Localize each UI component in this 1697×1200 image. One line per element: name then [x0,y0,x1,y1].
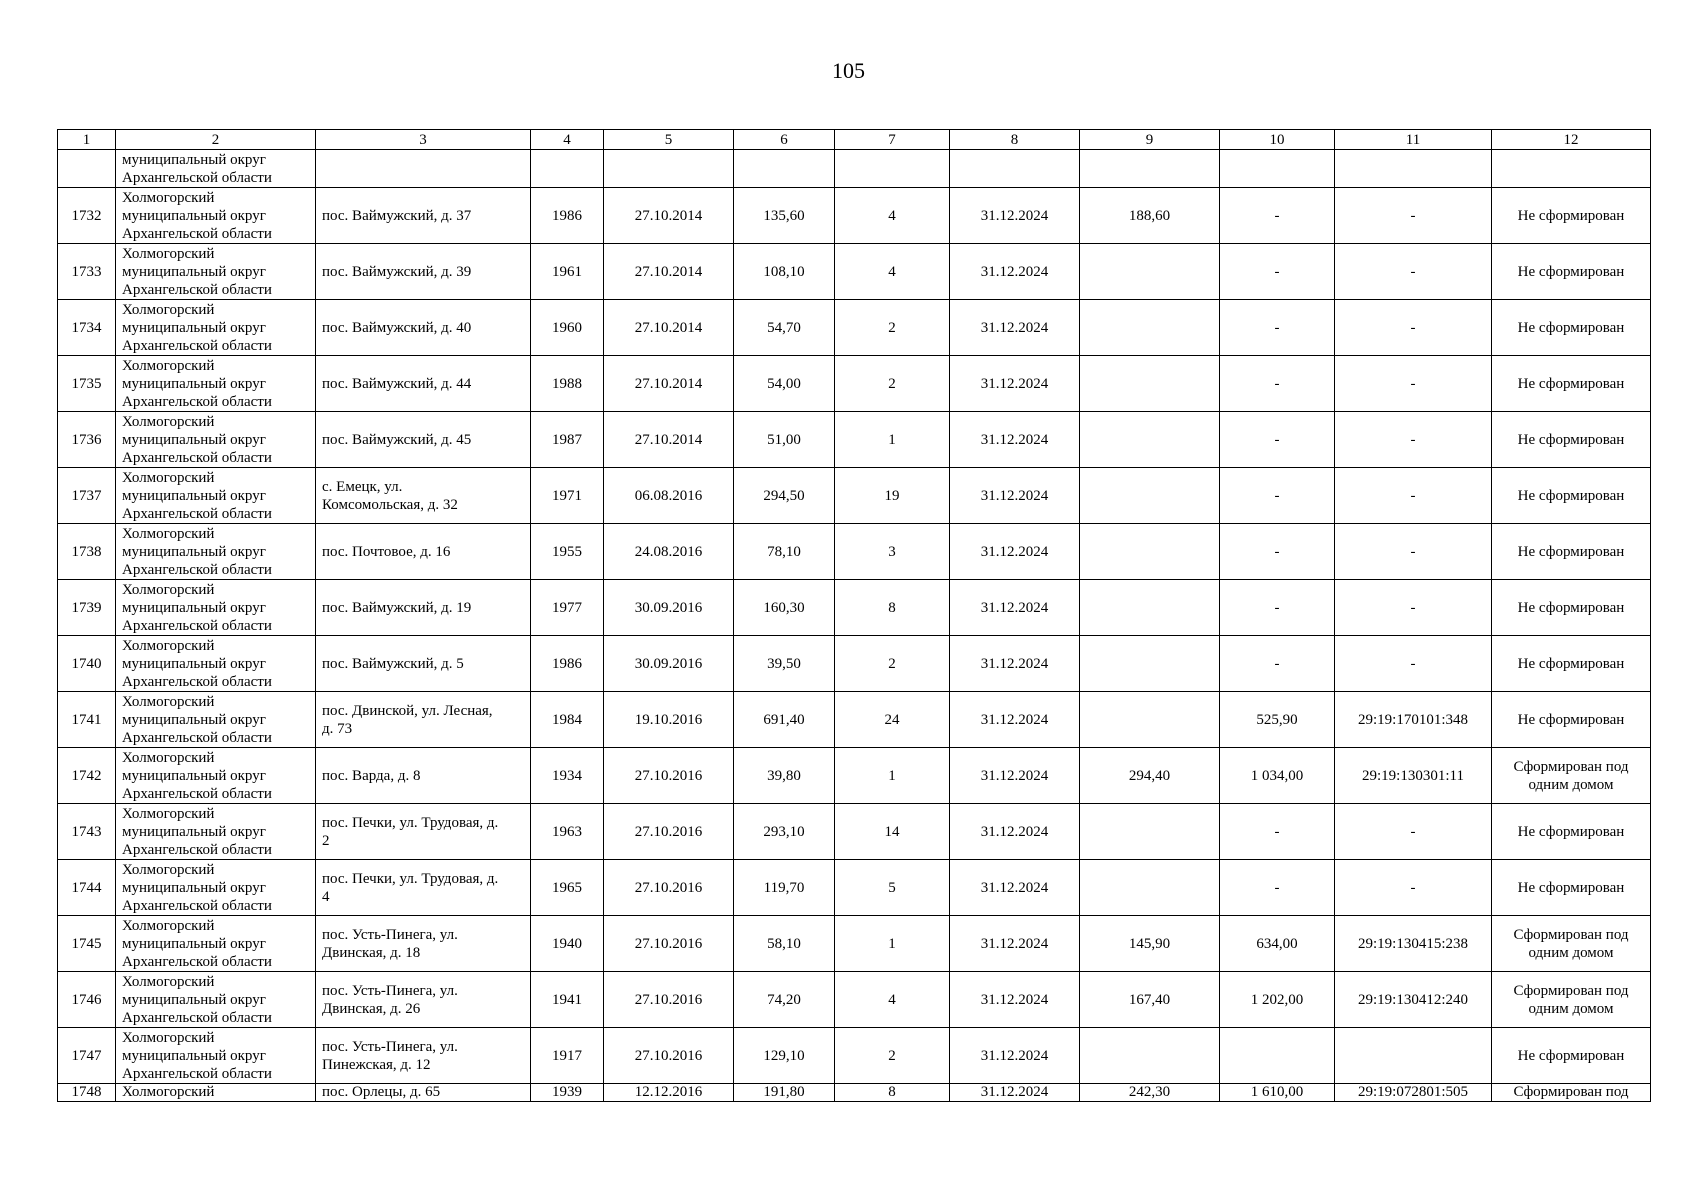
district-cell: Холмогорский муниципальный округ Архангельской области [116,692,316,748]
col10-cell: 1 034,00 [1220,748,1335,804]
date-cell [604,150,734,188]
column-number: 5 [604,130,734,150]
status-cell: Не сформирован [1492,636,1651,692]
year-cell: 1934 [531,748,604,804]
col10-cell: - [1220,580,1335,636]
count-cell: 5 [835,860,950,916]
row-number-cell: 1738 [58,524,116,580]
count-cell: 2 [835,1028,950,1084]
date-cell: 27.10.2016 [604,916,734,972]
date-cell: 27.10.2016 [604,972,734,1028]
area-cell: 108,10 [734,244,835,300]
status-cell: Не сформирован [1492,356,1651,412]
date-cell: 27.10.2014 [604,188,734,244]
col9-cell [1080,300,1220,356]
col10-cell: 1 202,00 [1220,972,1335,1028]
deadline-cell: 31.12.2024 [950,412,1080,468]
district-cell: Холмогорский муниципальный округ Архангельской области [116,524,316,580]
date-cell: 27.10.2016 [604,1028,734,1084]
row-number-cell: 1740 [58,636,116,692]
col10-cell: - [1220,244,1335,300]
date-cell: 12.12.2016 [604,1084,734,1102]
address-cell: пос. Ваймужский, д. 44 [316,356,531,412]
year-cell: 1971 [531,468,604,524]
year-cell: 1955 [531,524,604,580]
count-cell [835,150,950,188]
deadline-cell: 31.12.2024 [950,636,1080,692]
col10-cell [1220,1028,1335,1084]
col11-cell: 29:19:072801:505 [1335,1084,1492,1102]
column-number: 10 [1220,130,1335,150]
status-cell: Не сформирован [1492,468,1651,524]
col9-cell [1080,150,1220,188]
district-cell: Холмогорский муниципальный округ Архангельской области [116,1028,316,1084]
address-cell: пос. Печки, ул. Трудовая, д. 4 [316,860,531,916]
row-number-cell: 1733 [58,244,116,300]
table-row [58,188,1651,244]
status-cell: Сформирован под одним домом [1492,972,1651,1028]
status-cell: Сформирован под одним домом [1492,916,1651,972]
table-row [58,1028,1651,1084]
col9-cell [1080,580,1220,636]
housing-registry-table [57,129,1651,1102]
count-cell: 2 [835,356,950,412]
year-cell: 1963 [531,804,604,860]
col11-cell: - [1335,300,1492,356]
area-cell: 691,40 [734,692,835,748]
count-cell: 4 [835,972,950,1028]
table-row [58,356,1651,412]
date-cell: 27.10.2014 [604,356,734,412]
address-cell: пос. Ваймужский, д. 45 [316,412,531,468]
deadline-cell: 31.12.2024 [950,300,1080,356]
column-number: 7 [835,130,950,150]
district-cell: Холмогорский муниципальный округ Архангельской области [116,244,316,300]
address-cell: пос. Ваймужский, д. 40 [316,300,531,356]
address-cell: с. Емецк, ул. Комсомольская, д. 32 [316,468,531,524]
year-cell: 1939 [531,1084,604,1102]
col9-cell: 145,90 [1080,916,1220,972]
status-cell: Сформирован под одним домом [1492,748,1651,804]
area-cell [734,150,835,188]
year-cell: 1917 [531,1028,604,1084]
district-cell: Холмогорский муниципальный округ Архангельской области [116,580,316,636]
column-number: 3 [316,130,531,150]
page-number: 105 [832,58,865,83]
deadline-cell: 31.12.2024 [950,1084,1080,1102]
district-cell: Холмогорский муниципальный округ Архангельской области [116,188,316,244]
status-cell: Не сформирован [1492,244,1651,300]
status-cell: Не сформирован [1492,804,1651,860]
year-cell: 1986 [531,188,604,244]
deadline-cell: 31.12.2024 [950,244,1080,300]
table-row [58,636,1651,692]
table-row [58,412,1651,468]
row-number-cell: 1744 [58,860,116,916]
col11-cell: - [1335,468,1492,524]
col10-cell: - [1220,636,1335,692]
column-number: 9 [1080,130,1220,150]
date-cell: 24.08.2016 [604,524,734,580]
row-number-cell: 1742 [58,748,116,804]
deadline-cell: 31.12.2024 [950,916,1080,972]
area-cell: 58,10 [734,916,835,972]
row-number-cell: 1746 [58,972,116,1028]
area-cell: 54,00 [734,356,835,412]
col11-cell [1335,150,1492,188]
address-cell: пос. Ваймужский, д. 39 [316,244,531,300]
table-row [58,860,1651,916]
row-number-cell: 1735 [58,356,116,412]
col11-cell: 29:19:130301:11 [1335,748,1492,804]
address-cell: пос. Двинской, ул. Лесная, д. 73 [316,692,531,748]
deadline-cell: 31.12.2024 [950,972,1080,1028]
row-number-cell: 1737 [58,468,116,524]
status-cell: Не сформирован [1492,524,1651,580]
row-number-cell: 1743 [58,804,116,860]
col9-cell [1080,1028,1220,1084]
col11-cell: - [1335,356,1492,412]
date-cell: 27.10.2016 [604,860,734,916]
continued-row [58,150,1651,188]
col11-cell: - [1335,524,1492,580]
col11-cell: - [1335,804,1492,860]
col9-cell [1080,860,1220,916]
row-number-cell: 1745 [58,916,116,972]
address-cell: пос. Усть-Пинега, ул. Двинская, д. 18 [316,916,531,972]
col11-cell: - [1335,188,1492,244]
area-cell: 135,60 [734,188,835,244]
table-row [58,244,1651,300]
col9-cell: 294,40 [1080,748,1220,804]
status-cell [1492,150,1651,188]
table-row [58,524,1651,580]
year-cell: 1940 [531,916,604,972]
address-cell: пос. Ваймужский, д. 5 [316,636,531,692]
deadline-cell: 31.12.2024 [950,1028,1080,1084]
area-cell: 39,50 [734,636,835,692]
district-cell: Холмогорский муниципальный округ Архангельской области [116,860,316,916]
deadline-cell: 31.12.2024 [950,692,1080,748]
district-cell: Холмогорский муниципальный округ Архангельской области [116,748,316,804]
column-number: 2 [116,130,316,150]
status-cell: Сформирован под [1492,1084,1651,1102]
status-cell: Не сформирован [1492,1028,1651,1084]
count-cell: 3 [835,524,950,580]
col11-cell: 29:19:130415:238 [1335,916,1492,972]
district-cell: Холмогорский муниципальный округ Архангельской области [116,300,316,356]
col11-cell: - [1335,636,1492,692]
date-cell: 27.10.2014 [604,300,734,356]
date-cell: 27.10.2016 [604,748,734,804]
area-cell: 39,80 [734,748,835,804]
col10-cell: - [1220,804,1335,860]
row-number-cell [58,150,116,188]
count-cell: 14 [835,804,950,860]
district-cell: Холмогорский [116,1084,316,1102]
col10-cell: - [1220,300,1335,356]
col9-cell [1080,412,1220,468]
address-cell [316,150,531,188]
col9-cell [1080,636,1220,692]
col10-cell: 1 610,00 [1220,1084,1335,1102]
table-row [58,804,1651,860]
col10-cell: 634,00 [1220,916,1335,972]
year-cell: 1941 [531,972,604,1028]
date-cell: 27.10.2016 [604,804,734,860]
address-cell: пос. Почтовое, д. 16 [316,524,531,580]
district-cell: муниципальный округ Архангельской области [116,150,316,188]
deadline-cell [950,150,1080,188]
address-cell: пос. Усть-Пинега, ул. Пинежская, д. 12 [316,1028,531,1084]
row-number-cell: 1739 [58,580,116,636]
area-cell: 293,10 [734,804,835,860]
col10-cell: - [1220,468,1335,524]
col9-cell [1080,524,1220,580]
count-cell: 1 [835,748,950,804]
status-cell: Не сформирован [1492,580,1651,636]
table-row [58,972,1651,1028]
table-row [58,692,1651,748]
count-cell: 4 [835,188,950,244]
row-number-cell: 1732 [58,188,116,244]
deadline-cell: 31.12.2024 [950,580,1080,636]
year-cell: 1984 [531,692,604,748]
col11-cell: - [1335,860,1492,916]
col9-cell [1080,692,1220,748]
row-number-cell: 1747 [58,1028,116,1084]
year-cell: 1986 [531,636,604,692]
col9-cell: 167,40 [1080,972,1220,1028]
deadline-cell: 31.12.2024 [950,524,1080,580]
column-number: 12 [1492,130,1651,150]
year-cell: 1961 [531,244,604,300]
column-number: 4 [531,130,604,150]
area-cell: 294,50 [734,468,835,524]
count-cell: 24 [835,692,950,748]
date-cell: 19.10.2016 [604,692,734,748]
area-cell: 74,20 [734,972,835,1028]
count-cell: 8 [835,580,950,636]
deadline-cell: 31.12.2024 [950,860,1080,916]
column-number: 6 [734,130,835,150]
status-cell: Не сформирован [1492,300,1651,356]
count-cell: 4 [835,244,950,300]
table-row [58,916,1651,972]
col11-cell: - [1335,580,1492,636]
address-cell: пос. Ваймужский, д. 19 [316,580,531,636]
deadline-cell: 31.12.2024 [950,748,1080,804]
date-cell: 30.09.2016 [604,636,734,692]
district-cell: Холмогорский муниципальный округ Архангельской области [116,356,316,412]
count-cell: 2 [835,300,950,356]
col11-cell: - [1335,244,1492,300]
column-number-row [58,130,1651,150]
col11-cell [1335,1028,1492,1084]
deadline-cell: 31.12.2024 [950,188,1080,244]
deadline-cell: 31.12.2024 [950,356,1080,412]
area-cell: 129,10 [734,1028,835,1084]
row-number-cell: 1734 [58,300,116,356]
area-cell: 51,00 [734,412,835,468]
status-cell: Не сформирован [1492,860,1651,916]
area-cell: 54,70 [734,300,835,356]
district-cell: Холмогорский муниципальный округ Архангельской области [116,916,316,972]
column-number: 11 [1335,130,1492,150]
area-cell: 191,80 [734,1084,835,1102]
year-cell: 1988 [531,356,604,412]
address-cell: пос. Орлецы, д. 65 [316,1084,531,1102]
date-cell: 27.10.2014 [604,244,734,300]
year-cell: 1977 [531,580,604,636]
table-row [58,580,1651,636]
status-cell: Не сформирован [1492,692,1651,748]
year-cell: 1960 [531,300,604,356]
address-cell: пос. Варда, д. 8 [316,748,531,804]
year-cell: 1965 [531,860,604,916]
district-cell: Холмогорский муниципальный округ Архангельской области [116,972,316,1028]
col9-cell: 188,60 [1080,188,1220,244]
count-cell: 1 [835,412,950,468]
row-number-cell: 1736 [58,412,116,468]
table-row [58,300,1651,356]
col9-cell: 242,30 [1080,1084,1220,1102]
col9-cell [1080,804,1220,860]
area-cell: 160,30 [734,580,835,636]
deadline-cell: 31.12.2024 [950,468,1080,524]
year-cell [531,150,604,188]
status-cell: Не сформирован [1492,188,1651,244]
count-cell: 1 [835,916,950,972]
deadline-cell: 31.12.2024 [950,804,1080,860]
address-cell: пос. Усть-Пинега, ул. Двинская, д. 26 [316,972,531,1028]
status-cell: Не сформирован [1492,412,1651,468]
row-number-cell: 1748 [58,1084,116,1102]
col9-cell [1080,356,1220,412]
table-row [58,1084,1651,1102]
col10-cell: - [1220,524,1335,580]
date-cell: 06.08.2016 [604,468,734,524]
count-cell: 19 [835,468,950,524]
col11-cell: 29:19:130412:240 [1335,972,1492,1028]
col9-cell [1080,244,1220,300]
count-cell: 2 [835,636,950,692]
address-cell: пос. Ваймужский, д. 37 [316,188,531,244]
year-cell: 1987 [531,412,604,468]
col10-cell: 525,90 [1220,692,1335,748]
col10-cell: - [1220,860,1335,916]
district-cell: Холмогорский муниципальный округ Архангельской области [116,412,316,468]
table-row [58,748,1651,804]
col11-cell: 29:19:170101:348 [1335,692,1492,748]
date-cell: 30.09.2016 [604,580,734,636]
col10-cell [1220,150,1335,188]
row-number-cell: 1741 [58,692,116,748]
table-row [58,468,1651,524]
col10-cell: - [1220,412,1335,468]
col10-cell: - [1220,356,1335,412]
district-cell: Холмогорский муниципальный округ Архангельской области [116,804,316,860]
column-number: 1 [58,130,116,150]
district-cell: Холмогорский муниципальный округ Архангельской области [116,636,316,692]
district-cell: Холмогорский муниципальный округ Архангельской области [116,468,316,524]
count-cell: 8 [835,1084,950,1102]
column-number: 8 [950,130,1080,150]
area-cell: 119,70 [734,860,835,916]
col11-cell: - [1335,412,1492,468]
col10-cell: - [1220,188,1335,244]
date-cell: 27.10.2014 [604,412,734,468]
col9-cell [1080,468,1220,524]
area-cell: 78,10 [734,524,835,580]
address-cell: пос. Печки, ул. Трудовая, д. 2 [316,804,531,860]
